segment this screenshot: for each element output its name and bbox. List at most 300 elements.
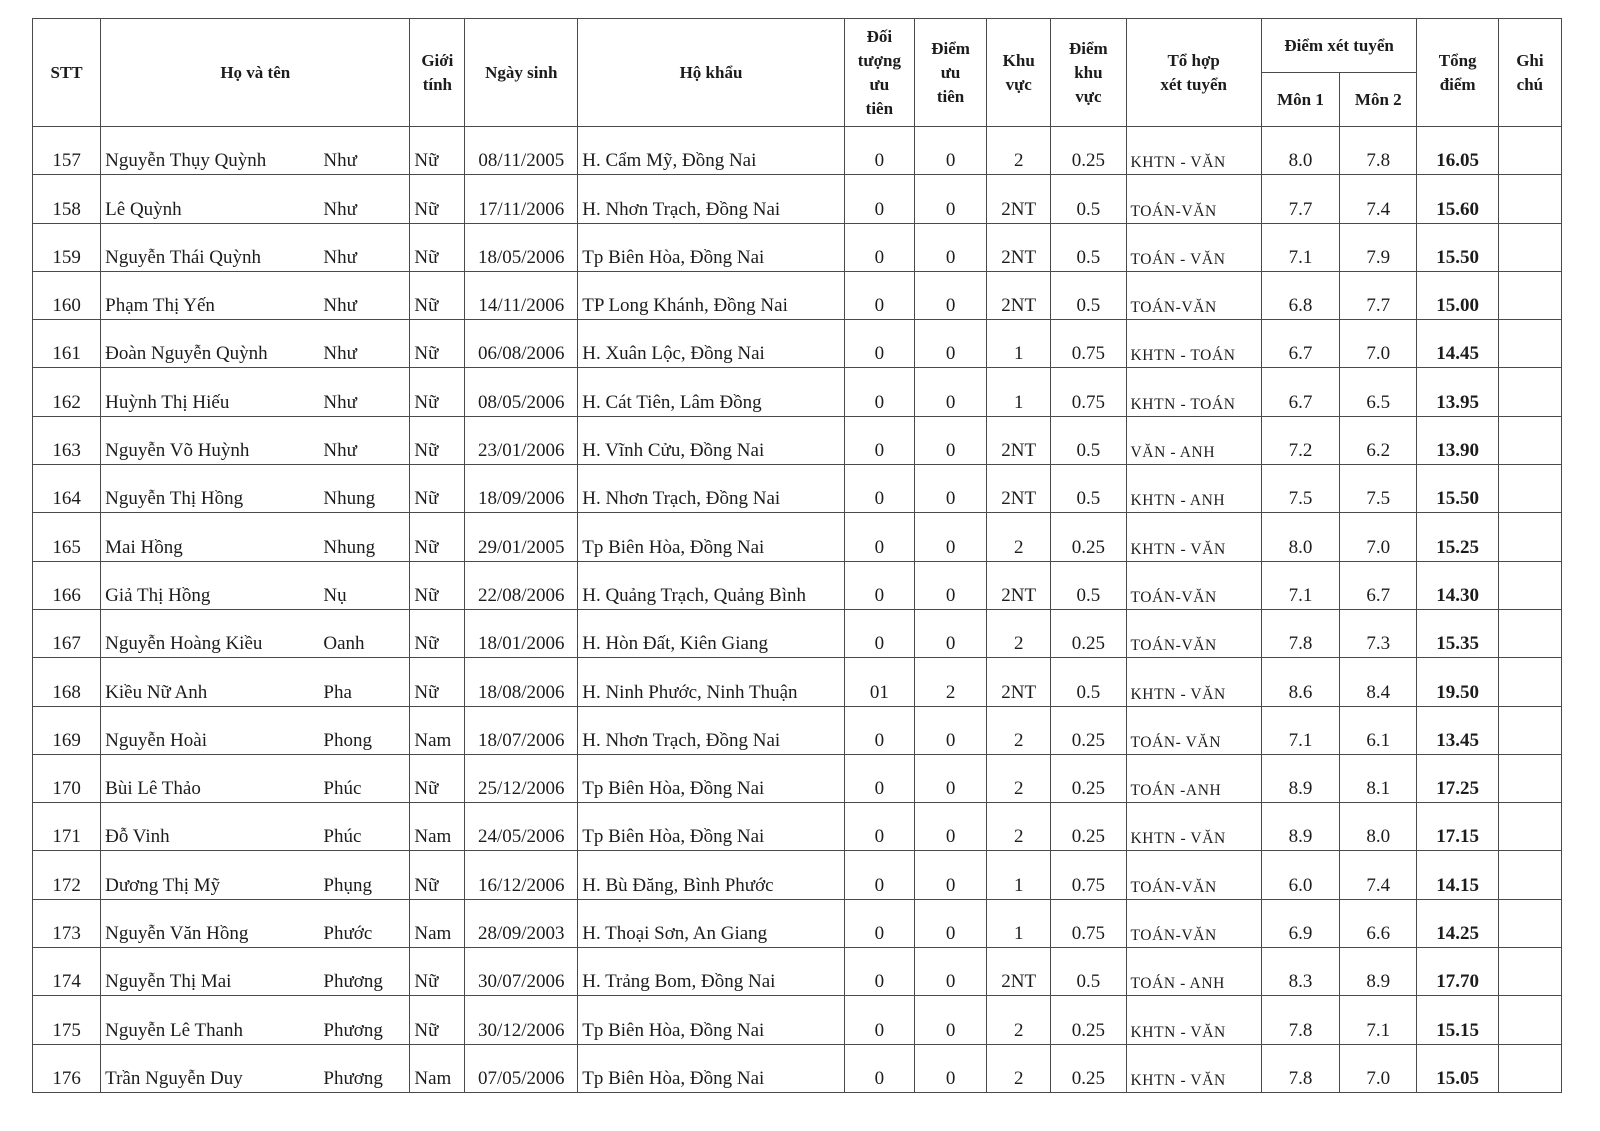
cell-region-points: 0.5 xyxy=(1051,416,1126,464)
cell-region-points: 0.25 xyxy=(1051,609,1126,657)
cell-priority-group: 0 xyxy=(844,996,914,1044)
cell-total: 14.25 xyxy=(1417,899,1498,947)
given-name-text: Như xyxy=(323,391,357,413)
cell-subject-1: 8.0 xyxy=(1261,513,1339,561)
cell-dob: 18/07/2006 xyxy=(465,706,578,754)
cell-stt: 160 xyxy=(33,271,101,319)
header-subject-1: Môn 1 xyxy=(1261,73,1339,127)
table-row xyxy=(33,223,1562,271)
cell-subject-2: 8.1 xyxy=(1340,754,1417,802)
cell-region-points: 0.75 xyxy=(1051,368,1126,416)
cell-combination: TOÁN-VĂN xyxy=(1126,561,1261,609)
cell-total: 15.50 xyxy=(1417,465,1498,513)
cell-dob: 14/11/2006 xyxy=(465,271,578,319)
cell-subject-1: 7.1 xyxy=(1261,706,1339,754)
cell-subject-1: 7.5 xyxy=(1261,465,1339,513)
cell-total: 16.05 xyxy=(1417,127,1498,175)
cell-stt: 159 xyxy=(33,223,101,271)
cell-dob: 16/12/2006 xyxy=(465,851,578,899)
cell-hometown: H. Thoại Sơn, An Giang xyxy=(578,899,845,947)
cell-region: 2 xyxy=(987,513,1051,561)
cell-hometown: H. Nhơn Trạch, Đồng Nai xyxy=(578,175,845,223)
cell-full-name xyxy=(101,320,410,368)
table-row xyxy=(33,271,1562,319)
cell-region: 2NT xyxy=(987,175,1051,223)
cell-note xyxy=(1498,851,1561,899)
cell-region: 2NT xyxy=(987,223,1051,271)
cell-region: 2 xyxy=(987,609,1051,657)
given-name-text: Phúc xyxy=(323,778,362,800)
cell-stt: 162 xyxy=(33,368,101,416)
cell-total: 15.05 xyxy=(1417,1044,1498,1092)
surname-text: Đỗ Vinh xyxy=(105,826,170,848)
cell-combination: KHTN - VĂN xyxy=(1126,803,1261,851)
cell-priority-points: 0 xyxy=(914,223,986,271)
cell-region: 2NT xyxy=(987,416,1051,464)
table-row xyxy=(33,320,1562,368)
cell-subject-1: 7.7 xyxy=(1261,175,1339,223)
cell-region-points: 0.75 xyxy=(1051,899,1126,947)
cell-dob: 30/07/2006 xyxy=(465,948,578,996)
cell-stt: 171 xyxy=(33,803,101,851)
given-name-text: Oanh xyxy=(323,633,365,655)
cell-gender: Nữ xyxy=(410,996,465,1044)
cell-dob: 23/01/2006 xyxy=(465,416,578,464)
surname-text: Nguyễn Thị Mai xyxy=(105,971,232,993)
cell-priority-points: 0 xyxy=(914,996,986,1044)
cell-subject-2: 7.0 xyxy=(1340,320,1417,368)
cell-stt: 172 xyxy=(33,851,101,899)
table-row xyxy=(33,368,1562,416)
table-row xyxy=(33,561,1562,609)
cell-region-points: 0.5 xyxy=(1051,223,1126,271)
surname-text: Giả Thị Hồng xyxy=(105,584,211,606)
cell-region-points: 0.25 xyxy=(1051,803,1126,851)
margin-mark xyxy=(1572,760,1578,880)
surname-text: Nguyễn Thụy Quỳnh xyxy=(105,150,267,172)
cell-subject-2: 7.7 xyxy=(1340,271,1417,319)
cell-combination: TOÁN-VĂN xyxy=(1126,175,1261,223)
cell-subject-1: 7.2 xyxy=(1261,416,1339,464)
cell-region: 2 xyxy=(987,127,1051,175)
cell-stt: 158 xyxy=(33,175,101,223)
cell-note xyxy=(1498,223,1561,271)
cell-subject-1: 6.8 xyxy=(1261,271,1339,319)
cell-region-points: 0.25 xyxy=(1051,996,1126,1044)
cell-gender: Nữ xyxy=(410,561,465,609)
given-name-text: Như xyxy=(323,246,357,268)
cell-region: 2NT xyxy=(987,271,1051,319)
cell-gender: Nam xyxy=(410,899,465,947)
cell-hometown: Tp Biên Hòa, Đồng Nai xyxy=(578,754,845,802)
cell-subject-1: 8.9 xyxy=(1261,803,1339,851)
surname-text: Đoàn Nguyễn Quỳnh xyxy=(105,343,268,365)
cell-note xyxy=(1498,1044,1561,1092)
surname-text: Kiều Nữ Anh xyxy=(105,681,208,703)
header-note: Ghi chú xyxy=(1498,19,1561,127)
table-row xyxy=(33,851,1562,899)
cell-note xyxy=(1498,175,1561,223)
cell-total: 15.50 xyxy=(1417,223,1498,271)
cell-gender: Nữ xyxy=(410,127,465,175)
cell-note xyxy=(1498,754,1561,802)
cell-gender: Nữ xyxy=(410,513,465,561)
cell-total: 13.45 xyxy=(1417,706,1498,754)
cell-subject-1: 8.9 xyxy=(1261,754,1339,802)
cell-priority-points: 0 xyxy=(914,609,986,657)
cell-subject-1: 8.0 xyxy=(1261,127,1339,175)
header-region: Khu vực xyxy=(987,19,1051,127)
cell-dob: 24/05/2006 xyxy=(465,803,578,851)
surname-text: Dương Thị Mỹ xyxy=(105,874,221,896)
cell-priority-points: 0 xyxy=(914,561,986,609)
cell-hometown: H. Quảng Trạch, Quảng Bình xyxy=(578,561,845,609)
surname-text: Nguyễn Thái Quỳnh xyxy=(105,246,262,268)
given-name-text: Như xyxy=(323,440,357,462)
surname-text: Mai Hồng xyxy=(105,536,183,558)
header-region-points: Điểm khu vực xyxy=(1051,19,1126,127)
cell-note xyxy=(1498,271,1561,319)
cell-full-name xyxy=(101,127,410,175)
cell-total: 13.90 xyxy=(1417,416,1498,464)
given-name-text: Nụ xyxy=(323,584,347,606)
surname-text: Nguyễn Lê Thanh xyxy=(105,1019,244,1041)
cell-hometown: Tp Biên Hòa, Đồng Nai xyxy=(578,1044,845,1092)
cell-note xyxy=(1498,609,1561,657)
cell-total: 17.70 xyxy=(1417,948,1498,996)
cell-priority-group: 0 xyxy=(844,561,914,609)
cell-hometown: TP Long Khánh, Đồng Nai xyxy=(578,271,845,319)
cell-full-name xyxy=(101,996,410,1044)
cell-full-name xyxy=(101,271,410,319)
cell-region-points: 0.5 xyxy=(1051,658,1126,706)
cell-dob: 18/01/2006 xyxy=(465,609,578,657)
cell-gender: Nữ xyxy=(410,368,465,416)
cell-gender: Nữ xyxy=(410,320,465,368)
cell-note xyxy=(1498,803,1561,851)
cell-combination: TOÁN-VĂN xyxy=(1126,609,1261,657)
cell-gender: Nam xyxy=(410,1044,465,1092)
table-row xyxy=(33,658,1562,706)
given-name-text: Nhung xyxy=(323,488,376,510)
cell-full-name xyxy=(101,561,410,609)
cell-hometown: Tp Biên Hòa, Đồng Nai xyxy=(578,223,845,271)
cell-subject-2: 6.5 xyxy=(1340,368,1417,416)
given-name-text: Như xyxy=(323,150,357,172)
cell-subject-2: 8.4 xyxy=(1340,658,1417,706)
cell-subject-2: 7.0 xyxy=(1340,513,1417,561)
table-body xyxy=(33,127,1562,1093)
cell-subject-2: 7.9 xyxy=(1340,223,1417,271)
cell-region: 1 xyxy=(987,899,1051,947)
surname-text: Trần Nguyễn Duy xyxy=(105,1067,243,1089)
cell-dob: 18/09/2006 xyxy=(465,465,578,513)
cell-dob: 18/08/2006 xyxy=(465,658,578,706)
cell-combination: KHTN - VĂN xyxy=(1126,513,1261,561)
cell-combination: KHTN - ANH xyxy=(1126,465,1261,513)
given-name-text: Phước xyxy=(323,923,373,945)
cell-note xyxy=(1498,899,1561,947)
cell-priority-group: 0 xyxy=(844,223,914,271)
cell-region-points: 0.75 xyxy=(1051,851,1126,899)
cell-region: 2NT xyxy=(987,948,1051,996)
cell-subject-2: 8.9 xyxy=(1340,948,1417,996)
cell-hometown: H. Trảng Bom, Đồng Nai xyxy=(578,948,845,996)
cell-region: 1 xyxy=(987,320,1051,368)
cell-total: 14.45 xyxy=(1417,320,1498,368)
cell-gender: Nữ xyxy=(410,271,465,319)
cell-priority-points: 0 xyxy=(914,368,986,416)
cell-total: 15.15 xyxy=(1417,996,1498,1044)
given-name-text: Phương xyxy=(323,971,383,993)
cell-note xyxy=(1498,948,1561,996)
given-name-text: Phụng xyxy=(323,874,372,896)
cell-subject-1: 7.8 xyxy=(1261,1044,1339,1092)
cell-priority-group: 01 xyxy=(844,658,914,706)
cell-subject-2: 7.5 xyxy=(1340,465,1417,513)
header-hometown: Hộ khẩu xyxy=(578,19,845,127)
cell-combination: TOÁN - ANH xyxy=(1126,948,1261,996)
cell-note xyxy=(1498,513,1561,561)
cell-priority-group: 0 xyxy=(844,706,914,754)
table-header xyxy=(33,19,1562,127)
cell-full-name xyxy=(101,658,410,706)
cell-region-points: 0.75 xyxy=(1051,320,1126,368)
cell-combination: TOÁN -ANH xyxy=(1126,754,1261,802)
cell-priority-points: 0 xyxy=(914,706,986,754)
cell-note xyxy=(1498,706,1561,754)
cell-priority-points: 0 xyxy=(914,320,986,368)
table-row xyxy=(33,416,1562,464)
cell-gender: Nữ xyxy=(410,465,465,513)
cell-stt: 175 xyxy=(33,996,101,1044)
surname-text: Lê Quỳnh xyxy=(105,198,182,220)
cell-gender: Nữ xyxy=(410,175,465,223)
cell-dob: 22/08/2006 xyxy=(465,561,578,609)
header-total: Tổng điểm xyxy=(1417,19,1498,127)
cell-region: 2NT xyxy=(987,658,1051,706)
given-name-text: Phúc xyxy=(323,826,362,848)
cell-subject-1: 7.1 xyxy=(1261,223,1339,271)
cell-priority-points: 0 xyxy=(914,175,986,223)
cell-combination: KHTN - TOÁN xyxy=(1126,320,1261,368)
cell-hometown: H. Nhơn Trạch, Đồng Nai xyxy=(578,465,845,513)
cell-full-name xyxy=(101,368,410,416)
cell-full-name xyxy=(101,754,410,802)
cell-full-name xyxy=(101,851,410,899)
cell-subject-1: 6.0 xyxy=(1261,851,1339,899)
header-admission-scores: Điểm xét tuyển xyxy=(1261,19,1417,73)
cell-subject-1: 7.1 xyxy=(1261,561,1339,609)
cell-priority-group: 0 xyxy=(844,368,914,416)
cell-hometown: H. Cẩm Mỹ, Đồng Nai xyxy=(578,127,845,175)
cell-note xyxy=(1498,465,1561,513)
header-priority-points: Điểm ưu tiên xyxy=(914,19,986,127)
cell-dob: 29/01/2005 xyxy=(465,513,578,561)
cell-full-name xyxy=(101,416,410,464)
cell-region-points: 0.25 xyxy=(1051,1044,1126,1092)
cell-stt: 169 xyxy=(33,706,101,754)
surname-text: Nguyễn Thị Hồng xyxy=(105,488,244,510)
cell-total: 15.60 xyxy=(1417,175,1498,223)
cell-priority-points: 0 xyxy=(914,416,986,464)
table-row xyxy=(33,609,1562,657)
table-row xyxy=(33,175,1562,223)
cell-note xyxy=(1498,658,1561,706)
cell-hometown: H. Vĩnh Cửu, Đồng Nai xyxy=(578,416,845,464)
cell-stt: 176 xyxy=(33,1044,101,1092)
surname-text: Huỳnh Thị Hiếu xyxy=(105,391,230,413)
header-full-name: Họ và tên xyxy=(101,19,410,127)
cell-stt: 157 xyxy=(33,127,101,175)
cell-total: 19.50 xyxy=(1417,658,1498,706)
cell-note xyxy=(1498,416,1561,464)
cell-combination: TOÁN-VĂN xyxy=(1126,271,1261,319)
cell-gender: Nữ xyxy=(410,851,465,899)
cell-hometown: H. Hòn Đất, Kiên Giang xyxy=(578,609,845,657)
cell-hometown: H. Xuân Lộc, Đồng Nai xyxy=(578,320,845,368)
cell-combination: KHTN - VĂN xyxy=(1126,127,1261,175)
cell-full-name xyxy=(101,175,410,223)
cell-total: 14.15 xyxy=(1417,851,1498,899)
cell-stt: 170 xyxy=(33,754,101,802)
cell-subject-1: 8.3 xyxy=(1261,948,1339,996)
cell-combination: KHTN - VĂN xyxy=(1126,996,1261,1044)
surname-text: Bùi Lê Thảo xyxy=(105,778,201,800)
surname-text: Nguyễn Võ Huỳnh xyxy=(105,440,250,462)
cell-gender: Nữ xyxy=(410,223,465,271)
cell-combination: TOÁN - VĂN xyxy=(1126,223,1261,271)
cell-priority-points: 0 xyxy=(914,851,986,899)
table-row xyxy=(33,465,1562,513)
cell-subject-2: 6.1 xyxy=(1340,706,1417,754)
cell-total: 15.35 xyxy=(1417,609,1498,657)
cell-gender: Nữ xyxy=(410,948,465,996)
table-row xyxy=(33,754,1562,802)
cell-priority-group: 0 xyxy=(844,465,914,513)
cell-region-points: 0.5 xyxy=(1051,465,1126,513)
cell-region: 2 xyxy=(987,1044,1051,1092)
cell-stt: 164 xyxy=(33,465,101,513)
surname-text: Nguyễn Hoài xyxy=(105,729,207,751)
cell-priority-group: 0 xyxy=(844,899,914,947)
cell-total: 17.15 xyxy=(1417,803,1498,851)
cell-dob: 28/09/2003 xyxy=(465,899,578,947)
cell-region: 2 xyxy=(987,754,1051,802)
cell-subject-1: 6.7 xyxy=(1261,320,1339,368)
cell-note xyxy=(1498,996,1561,1044)
cell-dob: 18/05/2006 xyxy=(465,223,578,271)
cell-region: 1 xyxy=(987,368,1051,416)
given-name-text: Phong xyxy=(323,729,372,751)
cell-hometown: H. Cát Tiên, Lâm Đồng xyxy=(578,368,845,416)
cell-dob: 07/05/2006 xyxy=(465,1044,578,1092)
cell-region: 1 xyxy=(987,851,1051,899)
cell-dob: 08/05/2006 xyxy=(465,368,578,416)
cell-note xyxy=(1498,127,1561,175)
cell-subject-2: 6.6 xyxy=(1340,899,1417,947)
cell-stt: 166 xyxy=(33,561,101,609)
cell-priority-group: 0 xyxy=(844,127,914,175)
cell-full-name xyxy=(101,223,410,271)
cell-priority-points: 0 xyxy=(914,513,986,561)
cell-priority-points: 0 xyxy=(914,754,986,802)
cell-stt: 167 xyxy=(33,609,101,657)
cell-priority-group: 0 xyxy=(844,513,914,561)
cell-priority-group: 0 xyxy=(844,851,914,899)
table-row xyxy=(33,706,1562,754)
table-row xyxy=(33,803,1562,851)
cell-gender: Nữ xyxy=(410,658,465,706)
cell-subject-2: 6.7 xyxy=(1340,561,1417,609)
cell-region: 2NT xyxy=(987,561,1051,609)
cell-full-name xyxy=(101,513,410,561)
cell-priority-points: 0 xyxy=(914,271,986,319)
cell-region-points: 0.25 xyxy=(1051,706,1126,754)
header-priority-group: Đối tượng ưu tiên xyxy=(844,19,914,127)
cell-dob: 25/12/2006 xyxy=(465,754,578,802)
table-row xyxy=(33,127,1562,175)
cell-full-name xyxy=(101,899,410,947)
cell-hometown: H. Nhơn Trạch, Đồng Nai xyxy=(578,706,845,754)
cell-region-points: 0.5 xyxy=(1051,271,1126,319)
cell-combination: KHTN - TOÁN xyxy=(1126,368,1261,416)
cell-priority-group: 0 xyxy=(844,754,914,802)
cell-hometown: H. Bù Đăng, Bình Phước xyxy=(578,851,845,899)
cell-subject-1: 6.9 xyxy=(1261,899,1339,947)
header-subject-2: Môn 2 xyxy=(1340,73,1417,127)
cell-note xyxy=(1498,561,1561,609)
header-dob: Ngày sinh xyxy=(465,19,578,127)
given-name-text: Như xyxy=(323,295,357,317)
cell-hometown: Tp Biên Hòa, Đồng Nai xyxy=(578,996,845,1044)
cell-full-name xyxy=(101,948,410,996)
cell-region: 2 xyxy=(987,803,1051,851)
table-row xyxy=(33,1044,1562,1092)
cell-region-points: 0.5 xyxy=(1051,175,1126,223)
cell-subject-1: 7.8 xyxy=(1261,996,1339,1044)
given-name-text: Phương xyxy=(323,1019,383,1041)
cell-priority-group: 0 xyxy=(844,609,914,657)
header-combination: Tổ hợp xét tuyển xyxy=(1126,19,1261,127)
cell-combination: KHTN - VĂN xyxy=(1126,658,1261,706)
cell-subject-2: 7.8 xyxy=(1340,127,1417,175)
surname-text: Phạm Thị Yến xyxy=(105,295,215,317)
cell-priority-points: 0 xyxy=(914,948,986,996)
cell-region: 2NT xyxy=(987,465,1051,513)
given-name-text: Nhung xyxy=(323,536,376,558)
cell-priority-group: 0 xyxy=(844,416,914,464)
cell-hometown: Tp Biên Hòa, Đồng Nai xyxy=(578,803,845,851)
header-gender: Giới tính xyxy=(410,19,465,127)
cell-combination: TOÁN-VĂN xyxy=(1126,899,1261,947)
cell-combination: TOÁN-VĂN xyxy=(1126,851,1261,899)
cell-hometown: H. Ninh Phước, Ninh Thuận xyxy=(578,658,845,706)
surname-text: Nguyễn Hoàng Kiều xyxy=(105,633,263,655)
cell-priority-group: 0 xyxy=(844,320,914,368)
cell-combination: VĂN - ANH xyxy=(1126,416,1261,464)
cell-priority-group: 0 xyxy=(844,948,914,996)
cell-stt: 174 xyxy=(33,948,101,996)
cell-note xyxy=(1498,320,1561,368)
cell-region-points: 0.5 xyxy=(1051,561,1126,609)
cell-dob: 17/11/2006 xyxy=(465,175,578,223)
table-row xyxy=(33,996,1562,1044)
cell-total: 13.95 xyxy=(1417,368,1498,416)
cell-combination: TOÁN- VĂN xyxy=(1126,706,1261,754)
given-name-text: Như xyxy=(323,198,357,220)
cell-full-name xyxy=(101,465,410,513)
